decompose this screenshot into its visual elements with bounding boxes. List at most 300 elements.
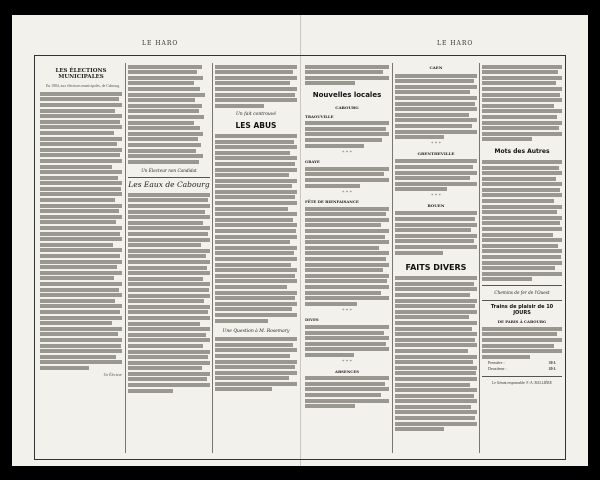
text-line <box>40 243 113 247</box>
fait-controuve-tag: Un fait controuvé <box>235 111 277 117</box>
text-line <box>40 165 112 169</box>
text-line <box>215 70 293 74</box>
text-line <box>128 260 210 264</box>
text-line <box>305 223 381 227</box>
text-line <box>305 76 389 80</box>
text-line <box>482 93 560 97</box>
text-line <box>215 348 297 352</box>
text-line <box>215 337 297 341</box>
text-line <box>395 251 443 255</box>
text-line <box>128 238 210 242</box>
text-line <box>482 98 562 102</box>
column-rule <box>479 63 480 453</box>
text-line <box>40 232 120 236</box>
text-line <box>482 87 562 91</box>
text-line <box>482 160 562 164</box>
text-line <box>395 276 477 280</box>
text-line <box>305 325 389 329</box>
text-line <box>395 79 474 83</box>
text-line <box>128 115 204 119</box>
text-line <box>395 234 477 238</box>
text-line <box>395 332 477 336</box>
text-line <box>305 178 389 182</box>
text-line <box>482 199 554 203</box>
text-line <box>40 220 116 224</box>
text-line <box>128 204 210 208</box>
text-line <box>305 285 389 289</box>
section-heading: ABSENCES <box>335 368 359 374</box>
text-line <box>128 389 173 393</box>
text-line <box>128 143 201 147</box>
text-line <box>395 90 470 94</box>
text-line <box>128 154 203 158</box>
elections-title: LES ÉLECTIONS MUNICIPALES <box>55 68 107 80</box>
text-line <box>482 355 530 359</box>
text-line <box>215 65 297 69</box>
text-line <box>128 70 197 74</box>
section-separator: * * * <box>431 194 441 200</box>
text-line <box>395 107 477 111</box>
text-line <box>395 96 477 100</box>
text-line <box>215 285 287 289</box>
text-line <box>482 349 562 353</box>
horizontal-rule <box>128 177 210 178</box>
poem-text <box>128 65 210 164</box>
text-line <box>215 76 297 80</box>
newspaper-page <box>12 15 588 466</box>
text-line <box>128 383 210 387</box>
text-line <box>40 137 122 141</box>
text-line <box>215 207 288 211</box>
text-line <box>395 310 477 314</box>
text-line <box>395 159 477 163</box>
text-line <box>395 245 477 249</box>
section-heading: FÊTE DE BIENFAISANCE <box>305 199 359 205</box>
text-line <box>215 296 295 300</box>
text-line <box>395 399 477 403</box>
text-line <box>128 198 208 202</box>
text-line <box>40 321 112 325</box>
text-line <box>40 288 119 292</box>
text-line <box>215 274 295 278</box>
abus-text-body <box>215 134 297 323</box>
text-line <box>305 167 389 171</box>
text-line <box>305 172 384 176</box>
text-line <box>395 405 471 409</box>
text-line <box>305 279 387 283</box>
text-line <box>305 138 382 142</box>
imprint: Le Gérant responsable: F.-A. BALLIÈRE <box>492 380 552 385</box>
text-line <box>215 168 297 172</box>
text-line <box>305 342 386 346</box>
section-separator: * * * <box>431 142 441 148</box>
text-line <box>40 198 115 202</box>
text-line <box>40 360 122 364</box>
text-line <box>482 177 556 181</box>
text-line <box>482 205 562 209</box>
text-line <box>40 215 122 219</box>
text-line <box>395 85 477 89</box>
column-rule <box>392 63 393 453</box>
text-line <box>40 271 122 275</box>
text-line <box>40 187 121 191</box>
text-line <box>395 182 477 186</box>
price-label: Deuxième : <box>488 365 507 371</box>
text-line <box>482 109 562 113</box>
text-line <box>395 124 472 128</box>
text-line <box>128 87 200 91</box>
text-line <box>395 299 477 303</box>
text-line <box>40 159 122 163</box>
text-line <box>482 81 556 85</box>
text-line <box>40 248 122 252</box>
train-ad-title: Trains de plaisir de 10 JOURS <box>490 303 554 316</box>
text-line <box>395 287 477 291</box>
text-line <box>395 113 469 117</box>
horizontal-rule <box>482 376 562 377</box>
column-5 <box>395 63 477 453</box>
text-line <box>128 372 210 376</box>
text-line <box>305 184 360 188</box>
text-line <box>215 251 294 255</box>
text-line <box>40 237 122 241</box>
text-line <box>395 130 477 134</box>
text-line <box>305 331 384 335</box>
text-line <box>482 121 562 125</box>
text-line <box>305 251 389 255</box>
text-line <box>215 93 295 97</box>
text-line <box>215 246 297 250</box>
text-line <box>40 142 117 146</box>
text-line <box>305 70 383 74</box>
mots-title: Mots des Autres <box>494 148 550 156</box>
text-line <box>215 360 297 364</box>
text-line <box>305 376 389 380</box>
price-row <box>482 366 562 372</box>
text-line <box>128 210 205 214</box>
text-line <box>482 266 555 270</box>
text-line <box>482 210 557 214</box>
text-line <box>128 104 202 108</box>
text-line <box>128 98 195 102</box>
text-line <box>305 207 389 211</box>
text-line <box>482 332 557 336</box>
text-line <box>482 227 562 231</box>
section-separator: * * * <box>342 308 352 314</box>
text-line <box>128 305 210 309</box>
text-line <box>128 243 201 247</box>
column-rule <box>212 63 213 453</box>
price-label: Première : <box>488 360 505 366</box>
text-line <box>305 347 389 351</box>
text-line <box>128 361 210 365</box>
text-line <box>128 137 198 141</box>
text-line <box>128 109 199 113</box>
text-line <box>128 288 209 292</box>
text-line <box>215 371 297 375</box>
text-line <box>395 102 475 106</box>
text-line <box>305 212 386 216</box>
text-line <box>215 140 294 144</box>
column-2 <box>128 63 210 453</box>
text-line <box>128 294 210 298</box>
text-line <box>395 394 474 398</box>
text-line <box>395 321 477 325</box>
text-line <box>305 132 389 136</box>
text-line <box>305 291 381 295</box>
column-4 <box>305 63 389 453</box>
text-line <box>215 257 297 261</box>
text-line <box>482 221 560 225</box>
text-line <box>395 176 470 180</box>
text-line <box>215 235 297 239</box>
text-line <box>305 229 389 233</box>
text-line <box>128 221 203 225</box>
section-heading: GRENTHEVILLE <box>417 150 455 156</box>
text-line <box>305 218 389 222</box>
column-rule <box>125 63 126 453</box>
text-line <box>215 302 297 306</box>
text-line <box>305 268 383 272</box>
section-heading: CABOURG <box>335 104 359 110</box>
text-line <box>395 388 477 392</box>
text-line <box>40 304 122 308</box>
text-line <box>40 316 122 320</box>
section-heading: DIVES <box>305 317 319 323</box>
text-line <box>395 74 477 78</box>
eaux-title: Les Eaux de Cabourg <box>128 180 210 190</box>
text-line <box>395 217 475 221</box>
section-heading: ROUEN <box>427 202 445 208</box>
text-line <box>40 109 115 113</box>
text-line <box>40 260 122 264</box>
text-line <box>215 354 290 358</box>
text-line <box>482 132 562 136</box>
question-heading: Une Question à M. Rosemary <box>222 328 290 334</box>
text-line <box>482 137 532 141</box>
text-line <box>305 127 386 131</box>
text-line <box>482 344 554 348</box>
text-line <box>128 350 210 354</box>
text-line <box>215 240 290 244</box>
eaux-text-body <box>128 193 210 393</box>
text-line <box>215 229 296 233</box>
text-line <box>305 240 389 244</box>
text-line <box>215 151 290 155</box>
text-line <box>128 266 207 270</box>
text-line <box>128 93 205 97</box>
abus-title: LES ABUS <box>235 121 277 131</box>
text-line <box>395 135 444 139</box>
text-line <box>305 296 389 300</box>
question-text-body <box>215 337 297 391</box>
text-line <box>215 313 297 317</box>
text-line <box>305 336 389 340</box>
text-line <box>128 215 210 219</box>
text-line <box>40 276 114 280</box>
text-line <box>128 338 210 342</box>
text-line <box>128 254 206 258</box>
text-line <box>128 322 200 326</box>
text-line <box>40 97 119 101</box>
text-line <box>40 299 115 303</box>
text-line <box>482 272 562 276</box>
text-line <box>40 293 122 297</box>
train-ad-route: DE PARIS À CABOURG <box>497 319 547 325</box>
text-line <box>395 118 477 122</box>
text-line <box>215 179 297 183</box>
text-line <box>215 134 297 138</box>
text-line <box>40 282 122 286</box>
text-line <box>40 204 122 208</box>
text-line <box>395 187 447 191</box>
text-line <box>215 87 297 91</box>
text-line <box>40 92 122 96</box>
text-line <box>128 282 210 286</box>
text-line <box>395 349 468 353</box>
text-line <box>40 131 114 135</box>
text-line <box>305 404 355 408</box>
text-line <box>215 319 268 323</box>
text-line <box>305 121 389 125</box>
text-line <box>305 65 389 69</box>
text-line <box>482 244 558 248</box>
text-line <box>395 416 475 420</box>
text-line <box>215 365 295 369</box>
text-line <box>395 427 444 431</box>
text-line <box>215 156 297 160</box>
mots-text <box>482 160 562 281</box>
text-line <box>215 291 297 295</box>
text-line <box>215 218 293 222</box>
text-line <box>215 307 292 311</box>
text-line <box>40 209 119 213</box>
col4-top-text <box>305 65 389 86</box>
text-line <box>128 76 203 80</box>
text-line <box>40 226 122 230</box>
text-line <box>395 377 477 381</box>
text-line <box>482 338 562 342</box>
horizontal-rule <box>482 300 562 301</box>
text-line <box>215 81 290 85</box>
text-line <box>395 371 476 375</box>
railway-heading: Chemins de fer de l'Ouest <box>494 290 550 296</box>
col6-top-text <box>482 65 562 142</box>
text-line <box>40 103 122 107</box>
text-line <box>128 277 203 281</box>
text-line <box>40 338 122 342</box>
text-line <box>305 399 389 403</box>
text-line <box>128 160 199 164</box>
text-line <box>128 65 202 69</box>
text-line <box>40 153 120 157</box>
faits-divers-text <box>395 276 477 431</box>
text-line <box>215 173 289 177</box>
text-line <box>482 193 562 197</box>
text-line <box>128 333 206 337</box>
text-line <box>40 327 122 331</box>
text-line <box>40 332 118 336</box>
text-line <box>215 382 297 386</box>
section-heading: CAEN <box>429 65 443 70</box>
text-line <box>128 121 194 125</box>
text-line <box>128 344 203 348</box>
section-heading: GRAYE <box>305 159 320 165</box>
column-6 <box>482 63 562 453</box>
text-line <box>395 327 472 331</box>
text-line <box>215 343 293 347</box>
text-line <box>482 76 562 80</box>
text-line <box>482 104 554 108</box>
text-line <box>395 338 475 342</box>
text-line <box>128 249 210 253</box>
text-line <box>395 282 474 286</box>
text-line <box>305 257 386 261</box>
text-line <box>40 349 122 353</box>
text-line <box>215 279 297 283</box>
text-line <box>215 268 297 272</box>
text-line <box>482 327 562 331</box>
text-line <box>305 263 389 267</box>
text-line <box>40 310 120 314</box>
section-heading: TRAOUVILLE <box>305 113 334 119</box>
section-separator: * * * <box>342 359 352 365</box>
text-line <box>395 360 473 364</box>
text-line <box>215 212 297 216</box>
text-line <box>40 192 122 196</box>
text-line <box>395 355 477 359</box>
text-line <box>128 193 210 197</box>
text-line <box>128 226 210 230</box>
text-line <box>482 255 561 259</box>
text-line <box>482 182 562 186</box>
text-line <box>128 316 210 320</box>
text-line <box>215 223 297 227</box>
text-line <box>215 145 297 149</box>
elections-signature: Un Électeur <box>103 372 122 377</box>
text-line <box>305 246 379 250</box>
text-line <box>305 302 357 306</box>
text-line <box>395 171 477 175</box>
text-line <box>215 190 297 194</box>
text-line <box>395 383 470 387</box>
text-line <box>40 170 122 174</box>
text-line <box>305 353 354 357</box>
text-line <box>40 344 121 348</box>
text-line <box>395 315 469 319</box>
text-line <box>215 195 295 199</box>
text-line <box>305 382 385 386</box>
text-line <box>395 304 475 308</box>
text-line <box>128 81 194 85</box>
text-line <box>395 239 474 243</box>
text-line <box>128 271 210 275</box>
text-line <box>215 98 297 102</box>
poem-signature: Un Électeur non Candidat <box>141 167 197 173</box>
text-line <box>395 293 470 297</box>
text-line <box>395 211 477 215</box>
text-line <box>215 104 264 108</box>
text-line <box>482 70 558 74</box>
text-line <box>482 115 557 119</box>
col3-top-text <box>215 65 297 108</box>
elections-text-body <box>40 92 122 370</box>
text-line <box>40 366 89 370</box>
text-line <box>482 238 562 242</box>
text-line <box>215 263 291 267</box>
price-value: 30 f. <box>548 360 556 366</box>
column-1 <box>40 63 122 453</box>
